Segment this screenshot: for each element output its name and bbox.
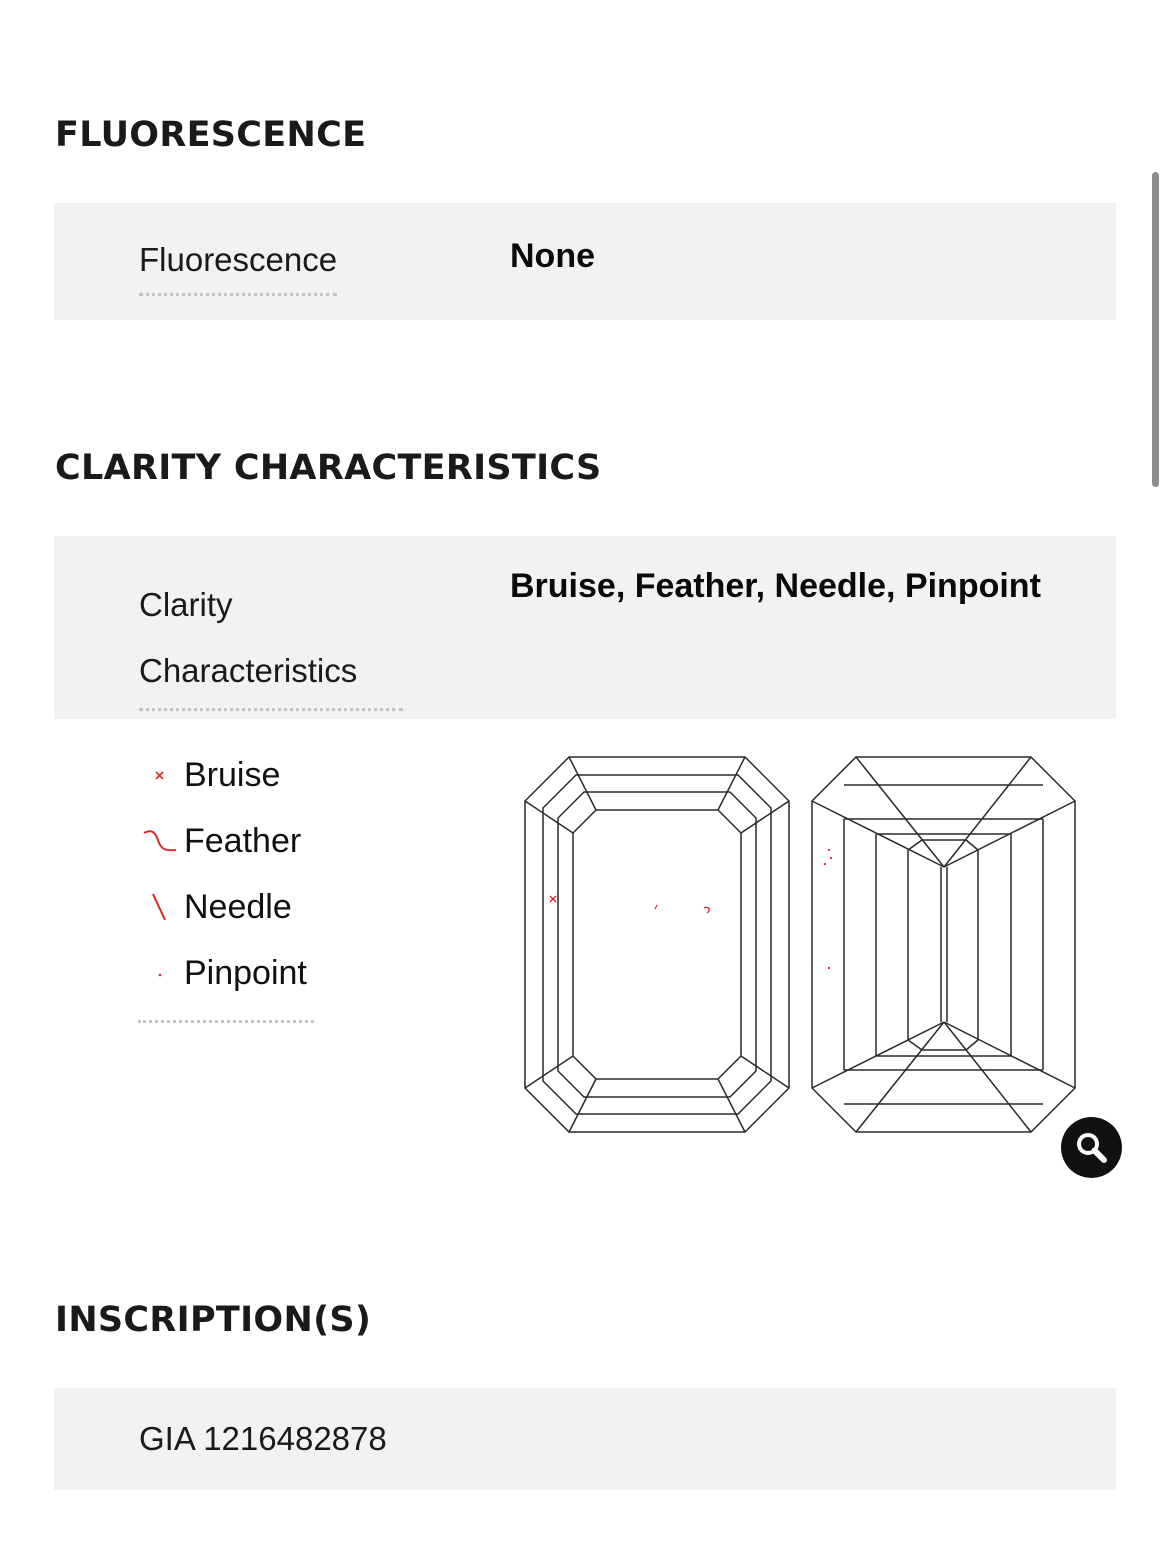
inscription-value: GIA 1216482878 xyxy=(139,1420,387,1457)
fluorescence-label[interactable]: Fluorescence xyxy=(139,241,337,296)
bruise-x-icon xyxy=(138,758,178,794)
scrollbar-thumb[interactable] xyxy=(1152,172,1159,487)
feather-marker xyxy=(704,907,709,913)
feather-curve-icon xyxy=(138,824,178,860)
inclusion-markers xyxy=(550,849,832,969)
legend-label-pinpoint: Pinpoint xyxy=(184,954,307,992)
pinpoint-marker xyxy=(824,863,826,865)
clarity-label[interactable] xyxy=(139,572,403,711)
legend-label-needle: Needle xyxy=(184,888,292,926)
legend-item-pinpoint xyxy=(138,940,314,1006)
zoom-magnifier-icon xyxy=(1061,1117,1122,1178)
clarity-label-line2: Characteristics xyxy=(139,652,358,689)
inscription-panel xyxy=(54,1388,1116,1490)
legend-item-feather xyxy=(138,808,314,874)
pinpoint-dot-icon xyxy=(138,956,178,992)
fluorescence-panel xyxy=(54,203,1116,320)
pinpoint-marker xyxy=(828,967,830,969)
clarity-label-line1: Clarity xyxy=(139,586,233,623)
clarity-plot[interactable] xyxy=(520,752,1080,1136)
clarity-value: Bruise, Feather, Needle, Pinpoint xyxy=(510,567,1041,605)
legend-item-needle xyxy=(138,874,314,940)
legend-label-bruise: Bruise xyxy=(184,756,281,794)
zoom-button[interactable] xyxy=(1061,1117,1122,1178)
fluorescence-heading: FLUORESCENCE xyxy=(55,115,367,155)
emerald-cut-pavilion-diagram xyxy=(812,757,1075,1132)
pinpoint-marker xyxy=(828,849,830,851)
needle-line-icon xyxy=(138,890,178,926)
clarity-legend xyxy=(138,742,314,1023)
legend-label-feather: Feather xyxy=(184,822,302,860)
clarity-panel xyxy=(54,536,1116,719)
bruise-marker xyxy=(550,896,556,902)
clarity-heading: CLARITY CHARACTERISTICS xyxy=(55,448,602,488)
fluorescence-value: None xyxy=(510,237,595,275)
emerald-cut-crown-diagram xyxy=(525,757,789,1132)
legend-item-bruise xyxy=(138,742,314,808)
inscription-heading: INSCRIPTION(S) xyxy=(55,1300,372,1340)
pinpoint-marker xyxy=(830,857,832,859)
needle-marker xyxy=(655,905,657,909)
